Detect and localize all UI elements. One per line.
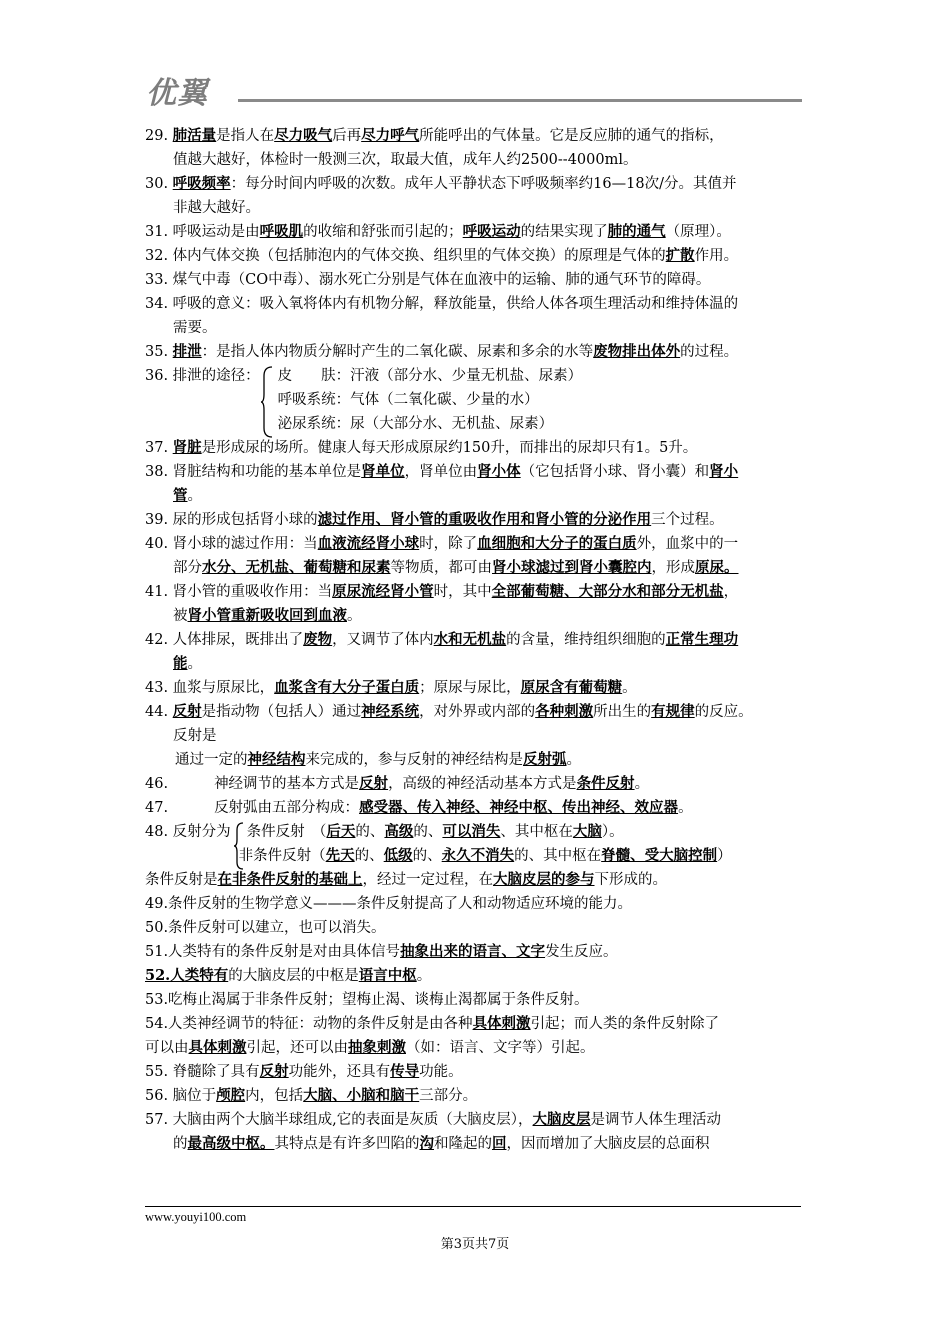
page-number: 第3页共7页 bbox=[440, 1237, 510, 1252]
item-56: 56. 脑位于颅腔内，包括大脑、小脑和脑干三部分。 bbox=[145, 1087, 478, 1104]
item-30: 30. 呼吸频率：每分时间内呼吸的次数。成年人平静状态下呼吸频率约16—18次/分。其值并 非越大越好。 bbox=[145, 175, 737, 216]
item-54: 54.人类神经调节的特征：动物的条件反射是由各种具体刺激引起；而人类的条件反射除了 可以由具体刺激引起，还可以由抽象刺激（如：语言、文字等）引起。 bbox=[145, 1015, 720, 1056]
item-53: 53.吃梅止渴属于非条件反射；望梅止渴、谈梅止渴都属于条件反射。 bbox=[145, 992, 589, 1008]
brace-icon bbox=[233, 822, 245, 870]
item-48: 48. 反射分为 条件反射 （后天的、高级的、可以消失、其中枢在大脑）。 非条件反射（先天的、低级的、永久不消失的、其中枢在脊髓、受大脑控制） bbox=[145, 820, 825, 868]
item-49: 49.条件反射的生物学意义———条件反射提高了人和动物适应环境的能力。 bbox=[145, 896, 633, 912]
brace-icon bbox=[260, 366, 274, 438]
item-38: 38. 肾脏结构和功能的基本单位是肾单位，肾单位由肾小体（它包括肾小球、肾小囊）和肾小 管。 bbox=[145, 463, 739, 504]
item-37: 37. 肾脏是形成尿的场所。健康人每天形成原尿约150升，而排出的尿却只有1。5升。 bbox=[145, 439, 698, 456]
item-31: 31. 呼吸运动是由呼吸肌的收缩和舒张而引起的；呼吸运动的结果实现了肺的通气（原理）。 bbox=[145, 223, 731, 240]
item-40: 40. 肾小球的滤过作用：当血液流经肾小球时，除了血细胞和大分子的蛋白质外，血浆中的一 部分水分、无机盐、葡萄糖和尿素等物质，都可由肾小球滤过到肾小囊腔内，形成原尿。 bbox=[145, 535, 739, 576]
item-55: 55. 脊髓除了具有反射功能外，还具有传导功能。 bbox=[145, 1063, 463, 1080]
item-57: 57. 大脑由两个大脑半球组成,它的表面是灰质（大脑皮层），大脑皮层是调节人体生理活动 的最高级中枢。其特点是有许多凹陷的沟和隆起的回，因而增加了大脑皮层的总面积 bbox=[145, 1111, 722, 1152]
item-29: 29. 肺活量是指人在尽力吸气后再尽力呼气所能呼出的气体量。它是反应肺的通气的指标， 值越大越好，体检时一般测三次，取最大值，成年人约2500--4000ml。 bbox=[145, 127, 724, 168]
item-51: 51.人类特有的条件反射是对由具体信号抽象出来的语言、文字发生反应。 bbox=[145, 943, 618, 960]
item-36: 36. 排泄的途径： 皮 肤：汗液（部分水、少量无机盐、尿素） 呼吸系统：气体（二氧化碳、少量的水） 泌尿系统：尿（大部分水、无机盐、尿素） bbox=[145, 364, 825, 436]
item-47: 47. 反射弧由五部分构成：感受器、传入神经、神经中枢、传出神经、效应器。 bbox=[145, 799, 693, 816]
footer-divider bbox=[145, 1206, 801, 1207]
item-42: 42. 人体排尿，既排出了废物，又调节了体内水和无机盐的含量，维持组织细胞的正常生理功 能。 bbox=[145, 631, 739, 672]
item-44-cont: 通过一定的神经结构来完成的，参与反射的神经结构是反射弧。 bbox=[175, 751, 581, 768]
item-39: 39. 尿的形成包括肾小球的滤过作用、肾小管的重吸收作用和肾小管的分泌作用三个过程。 bbox=[145, 511, 724, 528]
item-43: 43. 血浆与原尿比，血浆含有大分子蛋白质；原尿与尿比，原尿含有葡萄糖。 bbox=[145, 679, 637, 696]
item-33: 33. 煤气中毒（CO中毒）、溺水死亡分别是气体在血液中的运输、肺的通气环节的障碍。 bbox=[145, 272, 711, 288]
item-35: 35. 排泄：是指人体内物质分解时产生的二氧化碳、尿素和多余的水等废物排出体外的过程。 bbox=[145, 343, 739, 360]
item-44: 44. 反射是指动物（包括人）通过神经系统，对外界或内部的各种刺激所出生的有规律的反应。 反射是 bbox=[145, 703, 753, 744]
footer-url: www.youyi100.com bbox=[145, 1210, 247, 1224]
brand-logo: 优翼 bbox=[146, 76, 208, 111]
item-48-note: 条件反射是在非条件反射的基础上，经过一定过程，在大脑皮层的参与下形成的。 bbox=[145, 871, 667, 888]
item-52: 52.人类特有的大脑皮层的中枢是语言中枢。 bbox=[145, 967, 432, 984]
header-divider bbox=[238, 99, 802, 102]
item-34: 34. 呼吸的意义：吸入氧将体内有机物分解，释放能量，供给人体各项生理活动和维持体温的 需要。 bbox=[145, 296, 739, 336]
item-41: 41. 肾小管的重吸收作用：当原尿流经肾小管时，其中全部葡萄糖、大部分水和部分无机盐， 被肾小管重新吸收回到血液。 bbox=[145, 583, 739, 624]
document-body bbox=[145, 124, 825, 1156]
item-50: 50.条件反射可以建立，也可以消失。 bbox=[145, 920, 386, 936]
item-32: 32. 体内气体交换（包括肺泡内的气体交换、组织里的气体交换）的原理是气体的扩散作用。 bbox=[145, 247, 739, 264]
item-46: 46. 神经调节的基本方式是反射，高级的神经活动基本方式是条件反射。 bbox=[145, 775, 650, 792]
